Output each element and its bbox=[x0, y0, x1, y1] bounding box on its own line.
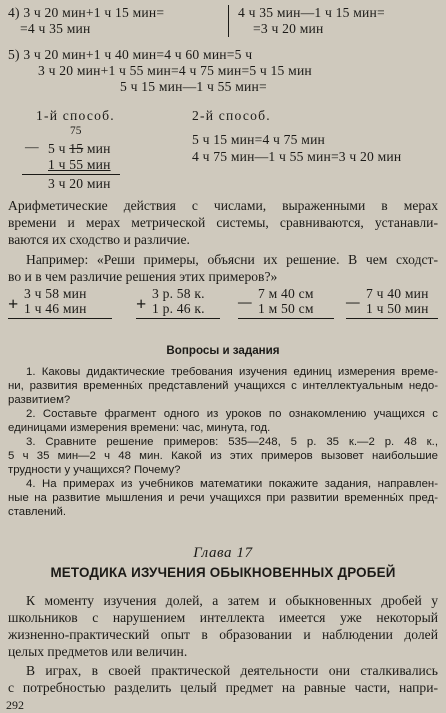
question-line-9: 4. На примерах из учебников математики покажите задания, направлен- bbox=[26, 478, 438, 490]
example1-top: 3 ч 58 мин bbox=[24, 286, 87, 301]
struck-minutes: 15 bbox=[69, 141, 84, 156]
questions-title: Вопросы и задания bbox=[166, 344, 280, 357]
ex4-right-line2: =3 ч 20 мин bbox=[253, 21, 324, 36]
example2-bottom: 1 р. 46 к. bbox=[152, 301, 205, 316]
method2-line2: 4 ч 75 мин—1 ч 55 мин=3 ч 20 мин bbox=[192, 149, 402, 164]
para3-line2: школьников с нарушением интеллекта имеется уже некоторый bbox=[8, 610, 438, 625]
example1-sign: + bbox=[8, 294, 19, 314]
method2-line1: 5 ч 15 мин=4 ч 75 мин bbox=[192, 132, 326, 147]
method2-title: 2-й способ. bbox=[192, 108, 271, 123]
ex5-line3: 5 ч 15 мин—1 ч 55 мин= bbox=[120, 79, 267, 94]
page-number: 292 bbox=[6, 698, 24, 712]
ex4-right-line1: 4 ч 35 мин—1 ч 15 мин= bbox=[238, 5, 385, 20]
chapter-title: МЕТОДИКА ИЗУЧЕНИЯ ОБЫКНОВЕННЫХ ДРОБЕЙ bbox=[50, 565, 396, 580]
question-line-2: ни, развития временны́х представлений учащихся с интеллектуальным недо- bbox=[8, 380, 438, 392]
para2-line1: Например: «Реши примеры, объясни их решение. В чем сходст- bbox=[26, 252, 438, 267]
example3-top: 7 м 40 см bbox=[258, 286, 314, 301]
para3-line4: целых предметов или величин. bbox=[8, 644, 188, 659]
question-line-5: единицами измерения времени: час, минута, год. bbox=[8, 422, 271, 434]
question-line-3: развитием? bbox=[8, 394, 71, 406]
column-rule bbox=[22, 174, 120, 175]
example2-rule bbox=[136, 318, 220, 319]
question-line-10: ные на развитие мышления и речи учащихся при развитии временны́х пред- bbox=[8, 492, 438, 504]
chapter-label: Глава 17 bbox=[193, 545, 253, 561]
question-line-1: 1. Каковы дидактические требования изучения единиц измерения време- bbox=[26, 366, 438, 378]
ex4-left-line1: 4) 3 ч 20 мин+1 ч 15 мин= bbox=[8, 5, 165, 20]
column-top: 5 ч 15 мин bbox=[48, 141, 111, 156]
example2-sign: + bbox=[136, 294, 147, 314]
question-line-6: 3. Сравните решение примеров: 535—248, 5 р. 35 к.—2 р. 48 к., bbox=[26, 436, 438, 448]
question-line-7: 5 ч 35 мин—2 ч 48 мин. Какой из этих примеров вызовет наибольшие bbox=[8, 450, 438, 462]
example1-rule bbox=[8, 318, 112, 319]
ex5-line2: 3 ч 20 мин+1 ч 55 мин=4 ч 75 мин=5 ч 15 мин bbox=[38, 63, 312, 78]
question-line-8: трудности у учащихся? Почему? bbox=[8, 464, 181, 476]
ex4-left-line2: =4 ч 35 мин bbox=[20, 21, 91, 36]
ex5-line1: 5) 3 ч 20 мин+1 ч 40 мин=4 ч 60 мин=5 ч bbox=[8, 47, 253, 62]
example1-bottom: 1 ч 46 мин bbox=[24, 301, 87, 316]
example4-bottom: 1 ч 50 мин bbox=[366, 301, 429, 316]
example4-sign: — bbox=[346, 294, 360, 309]
column-subtrahend: 1 ч 55 мин bbox=[48, 157, 111, 172]
example3-bottom: 1 м 50 см bbox=[258, 301, 314, 316]
question-line-4: 2. Составьте фрагмент одного из уроков по ознакомлению учащихся с bbox=[26, 408, 438, 420]
example3-rule bbox=[238, 318, 334, 319]
para3-line3: жизненно-практический опыт в образовании и наблюдении долей bbox=[8, 627, 438, 642]
para1-line3: ваются их сходство и различие. bbox=[8, 232, 190, 247]
example4-rule bbox=[346, 318, 438, 319]
column-minus-sign: — bbox=[25, 139, 39, 154]
question-line-11: ставлений. bbox=[8, 506, 67, 518]
para3-line1: К моменту изучения долей, а затем и обыкновенных дробей у bbox=[26, 593, 438, 608]
para1-line2: времени и мерах метрической системы, сравниваются, устанавли- bbox=[8, 215, 438, 230]
para4-line2: с потребностью разделить целый предмет на равные части, напри- bbox=[8, 680, 438, 695]
method1-title: 1-й способ. bbox=[36, 108, 115, 123]
example2-top: 3 р. 58 к. bbox=[152, 286, 205, 301]
carry-digit: 75 bbox=[70, 125, 82, 137]
para1-line1: Арифметические действия с числами, выраженными в мерах bbox=[8, 198, 438, 213]
ex4-divider bbox=[228, 5, 229, 37]
example3-sign: — bbox=[238, 294, 252, 309]
column-result: 3 ч 20 мин bbox=[48, 176, 111, 191]
example4-top: 7 ч 40 мин bbox=[366, 286, 429, 301]
para2-line2: во и в чем различие решения этих примеров?» bbox=[8, 269, 278, 284]
para4-line1: В играх, в своей практической деятельности они сталкивались bbox=[26, 663, 438, 678]
